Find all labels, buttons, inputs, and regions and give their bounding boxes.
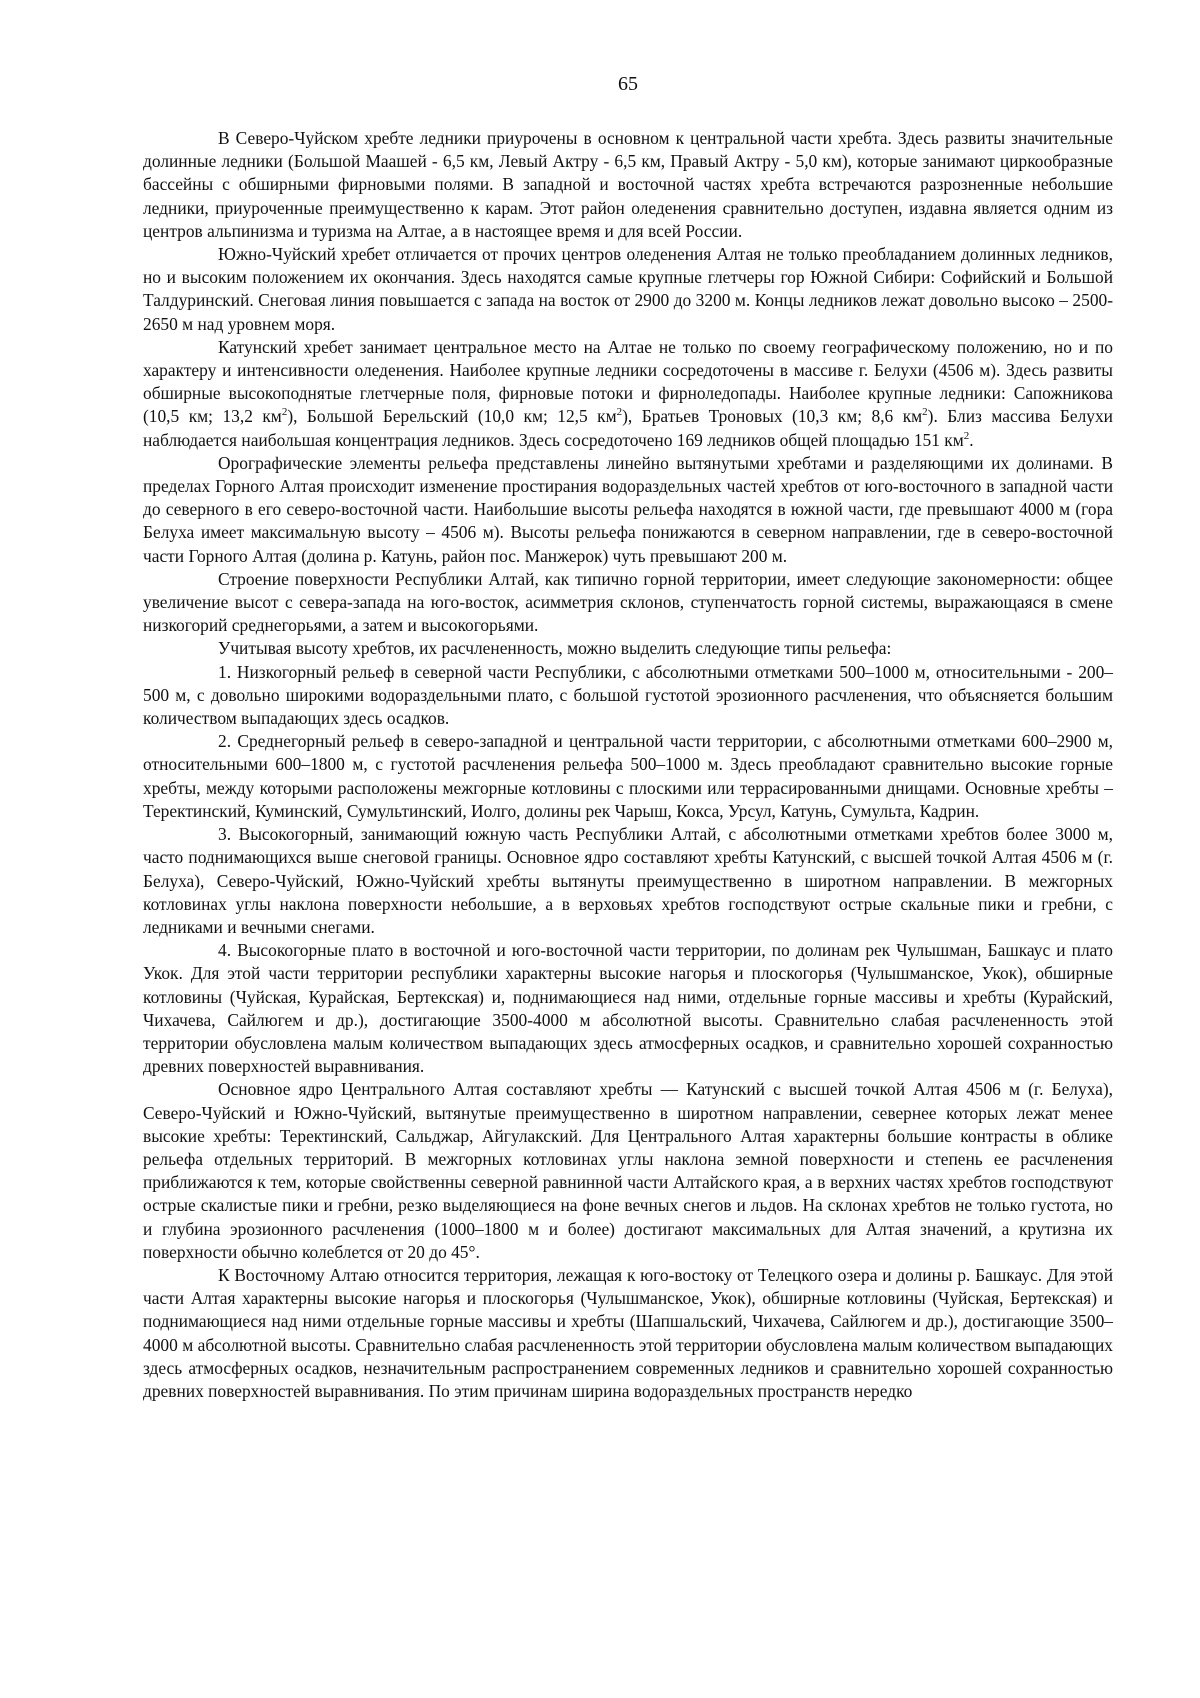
paragraph-relief-types-intro: Учитывая высоту хребтов, их расчлененность, можно выделить следующие типы рельефа: [218,638,892,659]
paragraph-highland-plateaus: 4. Высокогорные плато в восточной и юго-восточной части территории, по долинам рек Чулышман, Башкаус и плато Укок. Для этой части территории республики характерны высокие нагорья и плоскогорья (Чулышманское, Укок), обширные котловины (Чуйская, Курайская, Бертекская) и, поднимающиеся над ними, отдельные горные массивы и хребты (Курайский, Чихачева, Сайлюгем и др.), достигающие 3500-4000 м абсолютной высоты. Сравнительно слабая расчлененность этой территории обусловлена малым количеством выпадающих здесь атмосферных осадков, и сравнительно хорошей сохранностью древних поверхностей выравнивания. [143,940,1113,1077]
text-fragment: ), Большой Берельский (10,0 км; 12,5 км [287,406,617,427]
page-number: 65 [618,73,638,95]
text-fragment: . [969,429,974,450]
paragraph-orography: Орографические элементы рельефа представлены линейно вытянутыми хребтами и разделяющими их долинами. В пределах Горного Алтая происходит изменение простирания водораздельных частей хребтов от юго-восточного в западной части до северного в его северо-восточной части. Наибольшие высоты рельефа находятся в южной части, где превышают 4000 м (гора Белуха имеет максимальную высоту – 4506 м). Высоты рельефа понижаются в северном направлении, где в северо-восточной части Горного Алтая (долина р. Катунь, район пос. Манжерок) чуть превышают 200 м. [143,452,1113,566]
paragraph-lowland-relief: 1. Низкогорный рельеф в северной части Республики, с абсолютными отметками 500–1000 м, относительными - 200–500 м, с довольно широкими водораздельными плато, с большой густотой эрозионного расчленения, что объясняется большим количеством выпадающих здесь осадков. [143,661,1113,729]
paragraph-highmountain-relief: 3. Высокогорный, занимающий южную часть Республики Алтай, с абсолютными отметками хребтов более 3000 м, часто поднимающихся выше снеговой границы. Основное ядро составляют хребты Катунский, с высшей точкой Алтая 4506 м (г. Белуха), Северо-Чуйский, Южно-Чуйский хребты вытянуты преимущественно в широтном направлении. В межгорных котловинах углы наклона поверхности небольшие, а в верховьях хребтов господствуют острые скальные пики и гребни, с ледниками и вечными снегами. [143,824,1113,937]
paragraph-eastern-altai: К Восточному Алтаю относится территория, лежащая к юго-востоку от Телецкого озера и долины р. Башкаус. Для этой части Алтая характерны высокие нагорья и плоскогорья (Чулышманское, Укок), обширные котловины (Чуйская, Бертекская) и поднимающиеся над ними отдельные горные массивы и хребты (Шапшальский, Чихачева, Сайлюгем и др.), достигающие 3500–4000 м абсолютной высоты. Сравнительно слабая расчлененность этой территории обусловлена малым количеством выпадающих здесь атмосферных осадков, незначительным распространением современных ледников и сравнительно хорошей сохранностью древних поверхностей выравнивания. По этим причинам ширина водораздельных пространств нередко [143,1264,1113,1401]
superscript: 2 [922,406,928,419]
document-page [143,72,1113,1403]
superscript: 2 [963,429,970,442]
paragraph-central-altai: Основное ядро Центрального Алтая составляют хребты — Катунский с высшей точкой Алтая 4506 м (г. Белуха), Северо-Чуйский и Южно-Чуйский, вытянутые преимущественно в широтном направлении, севернее которых лежат менее высокие хребты: Теректинский, Сальджар, Айгулакский. Для Центрального Алтая характерны большие контрасты в облике рельефа отдельных территорий. В межгорных котловинах углы наклона земной поверхности и степень ее расчленения приближаются к тем, которые свойственны северной равнинной части Алтайского края, а в верхних частях хребтов господствуют острые скалистые пики и гребни, резко выделяющиеся на фоне вечных снегов и льдов. На склонах хребтов не только густота, но и глубина эрозионного расчленения (1000–1800 м и более) достигают максимальных для Алтая значений, а крутизна их поверхности обычно колеблется от 20 до 45°. [143,1079,1113,1262]
paragraph-katun-ridge [143,336,1113,452]
superscript: 2 [281,406,288,419]
paragraph-surface-structure: Строение поверхности Республики Алтай, как типично горной территории, имеет следующие закономерности: общее увеличение высот с севера-запада на юго-восток, асимметрия склонов, ступенчатость горной системы, выражающаяся в смене низкогорий среднегорьями, а затем и высокогорьями. [143,568,1113,636]
superscript: 2 [616,406,623,419]
text-fragment: ), Братьев Троновых (10,3 км; 8,6 км [622,406,923,427]
paragraph-south-chuya-ridge: Южно-Чуйский хребет отличается от прочих центров оледенения Алтая не только преобладанием долинных ледников, но и высоким положением их окончания. Здесь находятся самые крупные глетчеры гор Южной Сибири: Софийский и Большой Талдуринский. Снеговая линия повышается с запада на восток от 2900 до 3200 м. Концы ледников лежат довольно высоко – 2500-2650 м над уровнем моря. [143,244,1113,334]
paragraph-midmountain-relief: 2. Среднегорный рельеф в северо-западной и центральной части территории, с абсолютными отметками 600–2900 м, относительными 600–1800 м, с густотой расчленения рельефа 500–1000 м. Здесь преобладают сравнительно высокие горные хребты, между которыми расположены межгорные котловины с плоскими или террасированными днищами. Основные хребты – Теректинский, Куминский, Сумультинский, Иолго, долины рек Чарыш, Кокса, Урсул, Катунь, Сумульта, Кадрин. [143,731,1113,821]
text-fragment: ). Близ массива Белухи наблюдается наибольшая концентрация ледников. Здесь сосредоточено 169 ледников общей площадью 151 км [143,406,1113,450]
paragraph-north-chuya-glaciers: В Северо-Чуйском хребте ледники приурочены в основном к центральной части хребта. Здесь развиты значительные долинные ледники (Большой Маашей - 6,5 км, Левый Актру - 6,5 км, Правый Актру - 5,0 км), которые занимают циркообразные бассейны с обширными фирновыми полями. В западной и восточной частях хребта встречаются разрозненные небольшие ледники, приуроченные преимущественно к карам. Этот район оледенения сравнительно доступен, издавна является одним из центров альпинизма и туризма на Алтае, а в настоящее время и для всей России. [143,128,1113,241]
text-fragment: Катунский хребет занимает центральное место на Алтае не только по своему географическому положению, но и по характеру и интенсивности оледенения. Наиболее крупные ледники сосредоточены в массиве г. Белухи (4506 м). Здесь развиты обширные высокоподнятые глетчерные поля, фирновые потоки и фирноледопады. Наиболее крупные ледники: Сапожникова (10,5 км; 13,2 км [143,336,1113,427]
